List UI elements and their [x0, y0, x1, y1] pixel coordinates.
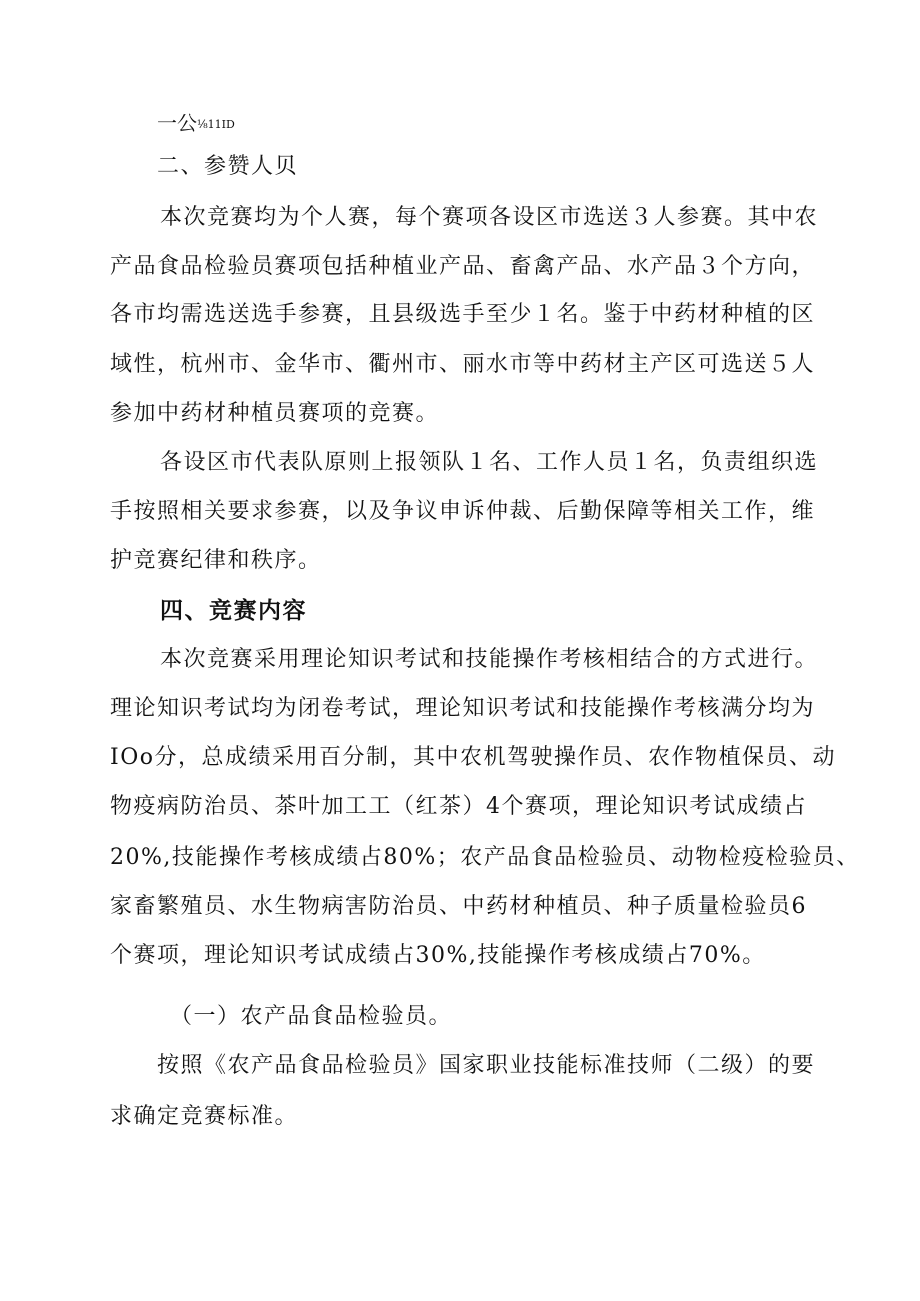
paragraph-line: 物疫病防治员、茶叶加工工（红茶）4个赛项，理论知识考试成绩占	[110, 794, 807, 819]
header-fragment-main: 一公	[157, 111, 197, 135]
header-fragment-small: ⅛11ID	[197, 118, 235, 131]
paragraph-line: 域性，杭州市、金华市、衢州市、丽水市等中药材主产区可选送５人	[110, 352, 816, 377]
paragraph-line: 参加中药材种植员赛项的竞赛。	[110, 401, 440, 426]
paragraph-line: 护竞赛纪律和秩序。	[110, 548, 322, 573]
subsection-heading-inspector: （一）农产品食品检验员。	[170, 1004, 453, 1029]
paragraph-line: 本次竞赛采用理论知识考试和技能操作考核相结合的方式进行。	[160, 647, 819, 672]
paragraph-line: 按照《农产品食品检验员》国家职业技能标准技师（二级）的要	[157, 1053, 816, 1078]
paragraph-line: 求确定竞赛标准。	[110, 1104, 299, 1129]
paragraph-line: 本次竞赛均为个人赛，每个赛项各设区市选送３人参赛。其中农	[160, 205, 819, 230]
paragraph-line: IOo分，总成绩采用百分制，其中农机驾驶操作员、农作物植保员、动	[110, 745, 836, 770]
paragraph-line: 各设区市代表队原则上报领队１名、工作人员１名，负责组织选	[160, 450, 819, 475]
paragraph-line: 理论知识考试均为闭卷考试，理论知识考试和技能操作考核满分均为	[110, 696, 816, 721]
paragraph-line: 手按照相关要求参赛，以及争议申诉仲裁、后勤保障等相关工作，维	[110, 499, 816, 524]
paragraph-line: 20%,技能操作考核成绩占80%；农产品食品检验员、动物检疫检验员、	[110, 845, 860, 870]
section-heading-content: 四、竞赛内容	[160, 598, 307, 624]
paragraph-line: 个赛项，理论知识考试成绩占30%,技能操作考核成绩占70%。	[110, 943, 766, 968]
paragraph-line: 产品食品检验员赛项包括种植业产品、畜禽产品、水产品３个方向，	[110, 254, 816, 279]
paragraph-line: 各市均需选送选手参赛，且县级选手至少１名。鉴于中药材种植的区	[110, 302, 816, 327]
paragraph-line: 家畜繁殖员、水生物病害防治员、中药材种植员、种子质量检验员6	[110, 894, 807, 919]
section-heading-participants: 二、参赞人贝	[157, 154, 299, 179]
header-fragment	[157, 108, 235, 140]
